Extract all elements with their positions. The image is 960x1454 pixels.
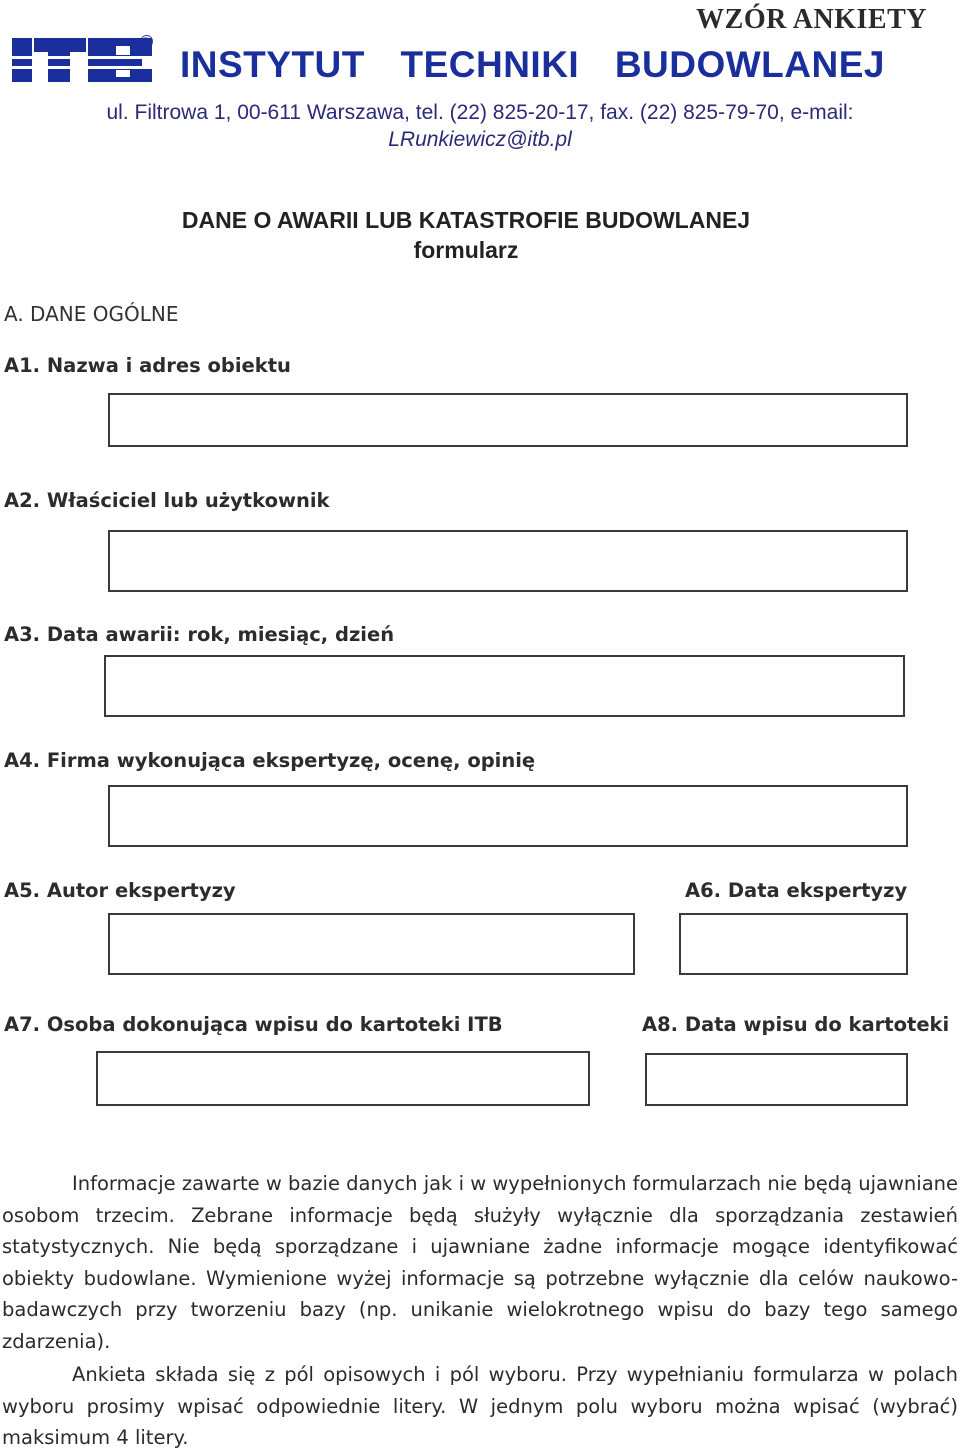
privacy-note bbox=[2, 1168, 958, 1357]
form-title-line1: DANE O AWARII LUB KATASTROFIE BUDOWLANEJ bbox=[181, 207, 751, 233]
registered-mark: ® bbox=[140, 32, 154, 52]
form-title bbox=[0, 205, 932, 265]
field-a8-label: A8. Data wpisu do kartoteki bbox=[642, 1013, 950, 1036]
field-a5-label: A5. Autor ekspertyzy bbox=[4, 879, 236, 902]
field-a4-input[interactable] bbox=[108, 785, 908, 847]
field-a3-label: A3. Data awarii: rok, miesiąc, dzień bbox=[4, 623, 395, 646]
instructions-note-text: Ankieta składa się z pól opisowych i pól wyboru. Przy wypełnianiu formularza w polach wyboru prosimy wpisać odpowiednie litery. W jednym polu wyboru można wpisać (wybrać) maksimum 4 litery. bbox=[2, 1363, 958, 1449]
field-a1-input[interactable] bbox=[108, 393, 908, 447]
field-a6-input[interactable] bbox=[679, 913, 908, 975]
institute-word-1: INSTYTUT bbox=[180, 44, 365, 85]
institute-word-2: TECHNIKI bbox=[400, 44, 580, 85]
form-title-line2: formularz bbox=[413, 237, 519, 263]
privacy-note-text: Informacje zawarte w bazie danych jak i w wypełnionych formularzach nie będą ujawniane osobom trzecim. Zebrane informacje będą służyły wyłącznie dla sporządzania zestawień statystycznych. Nie będą sporządzane i ujawniane żadne informacje mogące identyfikować obiekty budowlane. Wymienione wyżej informacje są potrzebne wyłącznie dla celów naukowo-badawczych przy tworzeniu bazy (np. unikanie wielokrotnego wpisu do bazy tego samego zdarzenia). bbox=[2, 1172, 958, 1353]
section-a-heading: A. DANE OGÓLNE bbox=[4, 302, 179, 326]
field-a5-input[interactable] bbox=[108, 913, 635, 975]
itb-logo bbox=[12, 38, 152, 82]
contact-email[interactable]: LRunkiewicz@itb.pl bbox=[388, 128, 572, 151]
field-a7-label: A7. Osoba dokonująca wpisu do kartoteki ITB bbox=[4, 1013, 503, 1036]
field-a2-label: A2. Właściciel lub użytkownik bbox=[4, 489, 330, 512]
field-a6-label: A6. Data ekspertyzy bbox=[685, 879, 908, 902]
institute-name bbox=[180, 44, 885, 88]
field-a7-input[interactable] bbox=[96, 1051, 590, 1106]
field-a2-input[interactable] bbox=[108, 530, 908, 592]
address-line: ul. Filtrowa 1, 00-611 Warszawa, tel. (22) 825-20-17, fax. (22) 825-79-70, e-mail: bbox=[106, 101, 854, 124]
form-type-label: WZÓR ANKIETY bbox=[696, 4, 927, 35]
field-a8-input[interactable] bbox=[645, 1053, 908, 1106]
instructions-note bbox=[2, 1359, 958, 1454]
contact-address bbox=[0, 99, 960, 153]
field-a3-input[interactable] bbox=[104, 655, 905, 717]
field-a4-label: A4. Firma wykonująca ekspertyzę, ocenę, opinię bbox=[4, 749, 536, 772]
institute-word-3: BUDOWLANEJ bbox=[614, 44, 885, 85]
field-a1-label: A1. Nazwa i adres obiektu bbox=[4, 354, 291, 377]
